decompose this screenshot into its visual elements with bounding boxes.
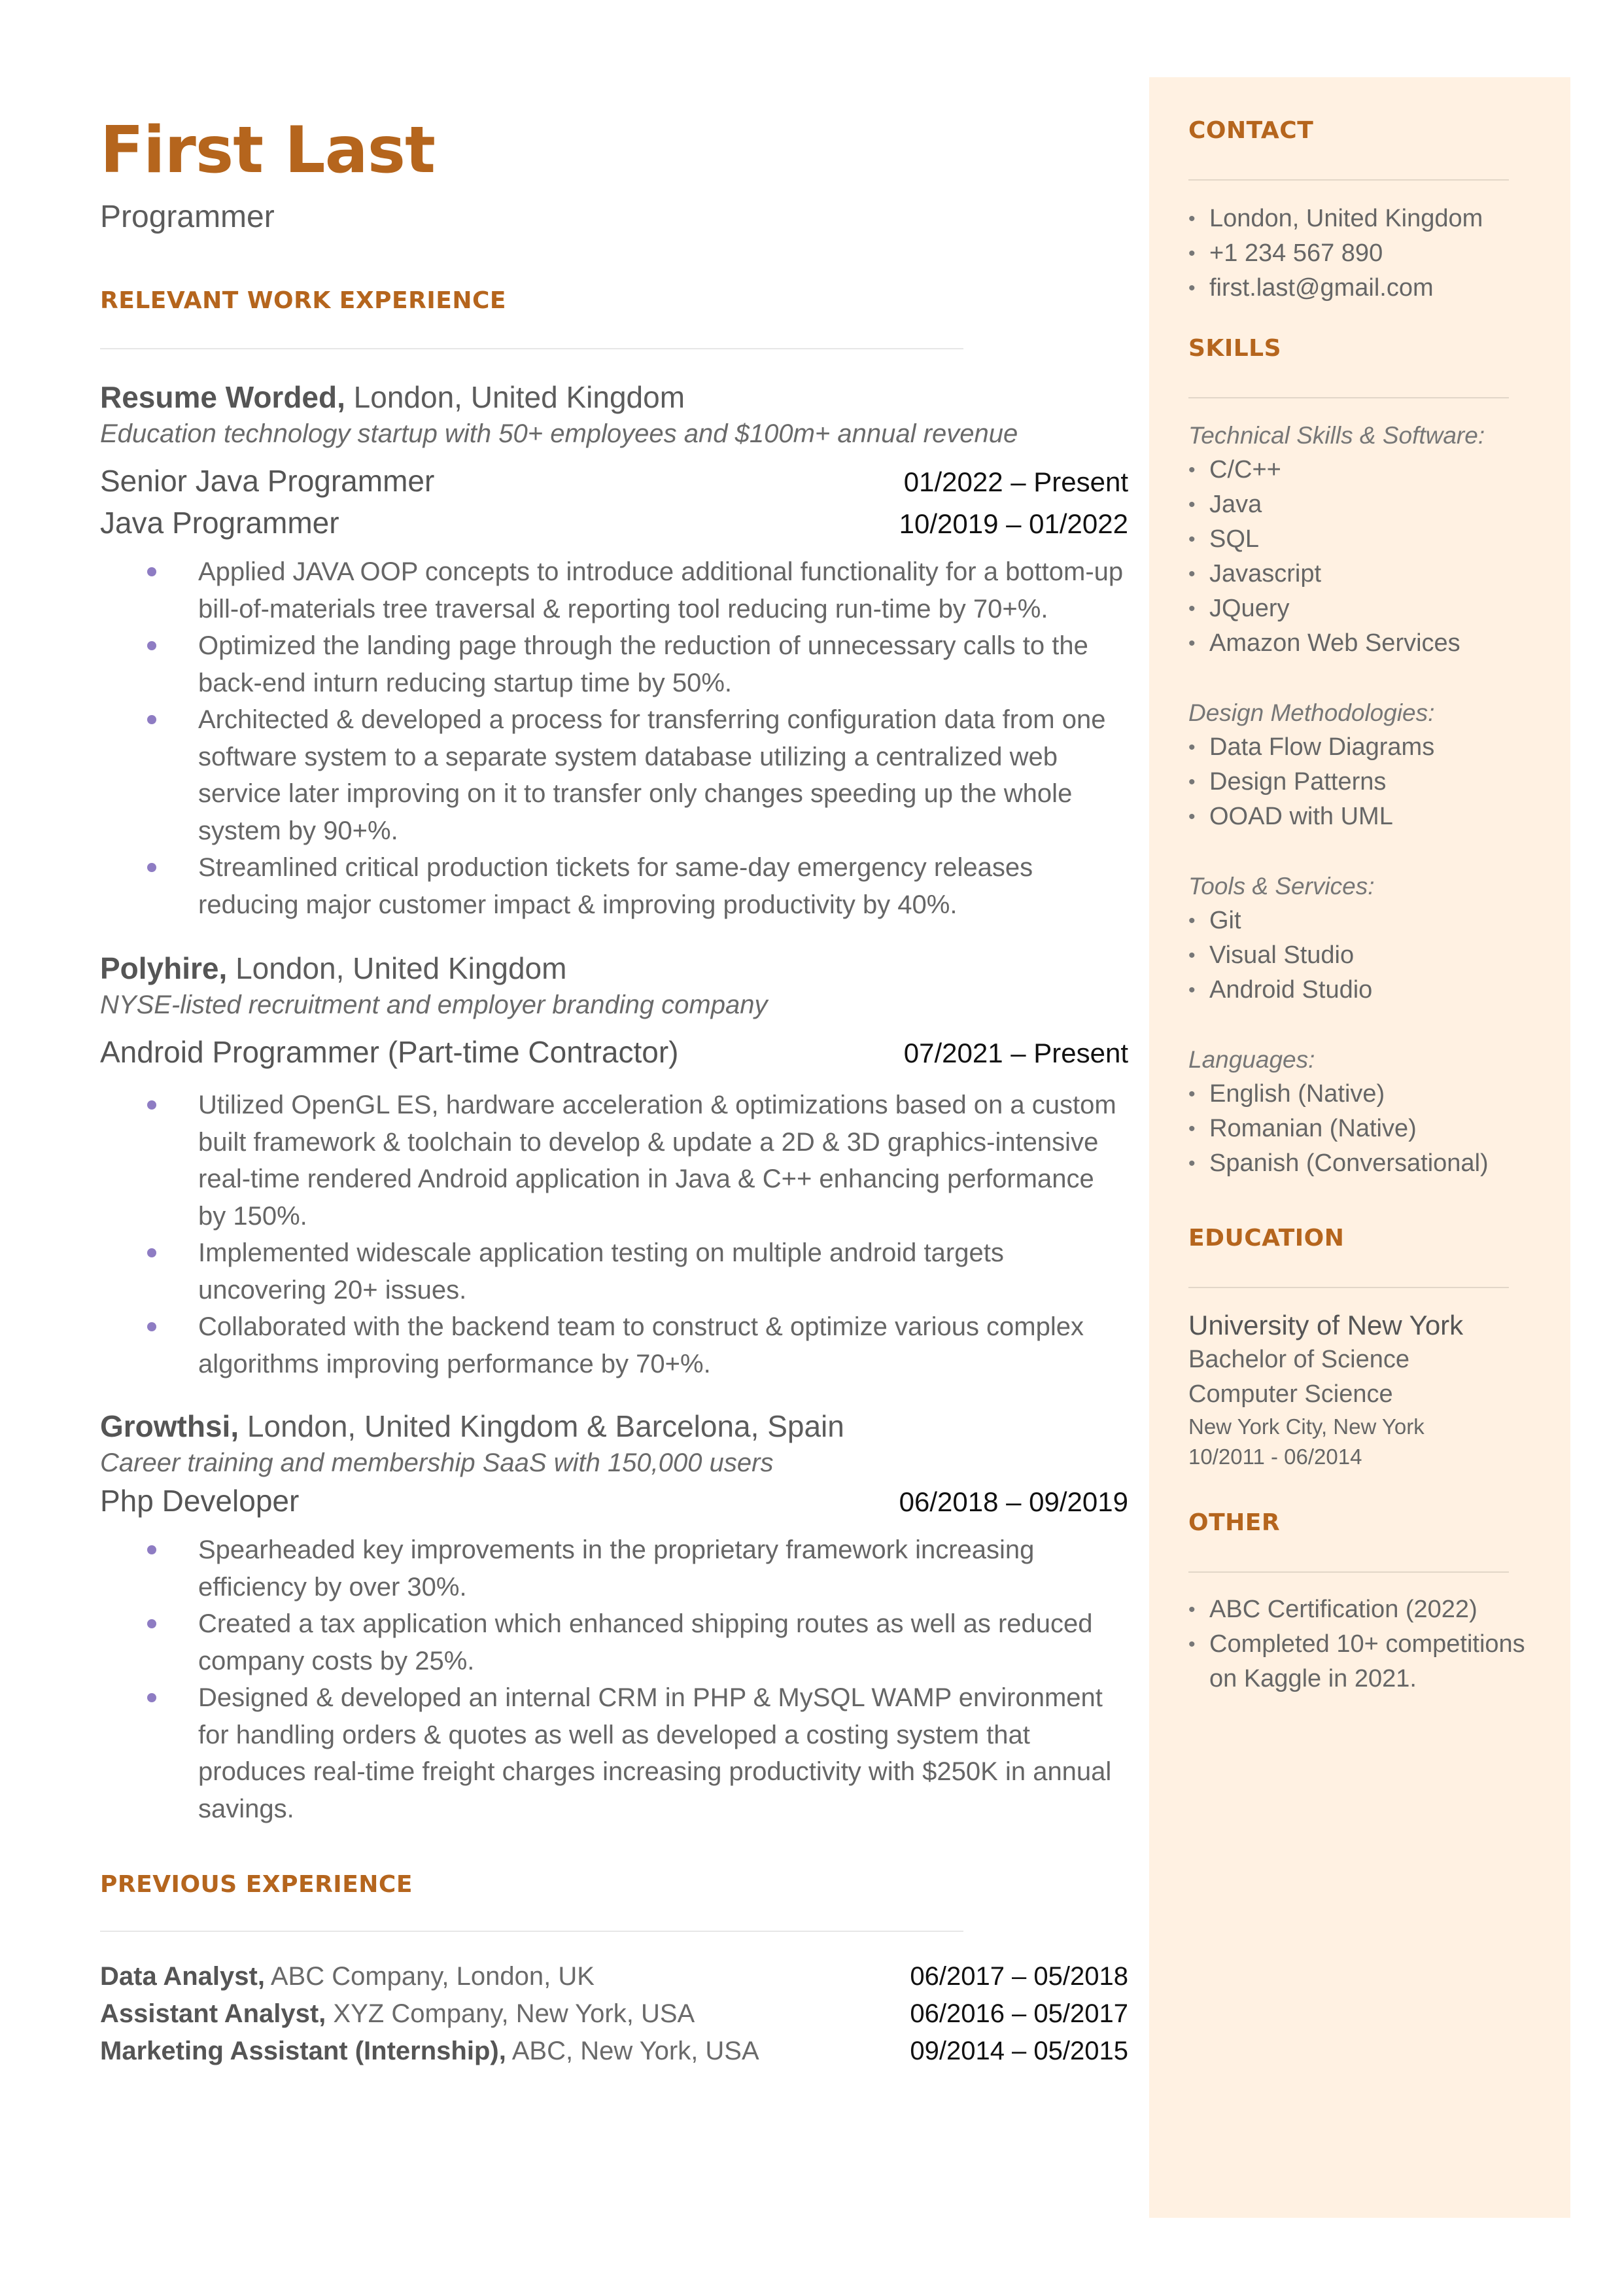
sidebar-title-education: EDUCATION	[1188, 1225, 1345, 1252]
sidebar-divider	[1188, 1571, 1509, 1573]
company-description: Education technology startup with 50+ employees and $100m+ annual revenue	[100, 419, 1018, 448]
job-date: 07/2021 – Present	[903, 1038, 1128, 1068]
contact-location: • London, United Kingdom	[1188, 201, 1555, 236]
achievement-list	[100, 1532, 1128, 1827]
company-name: Polyhire,	[100, 951, 228, 985]
achievement-item: Implemented widescale application testing on multiple android targets uncovering 20+ issues.	[198, 1235, 1128, 1308]
job-title: Java Programmer	[100, 506, 339, 540]
job-title: Android Programmer (Part-time Contractor)	[100, 1035, 679, 1069]
company-line	[100, 949, 1128, 987]
previous-org: XYZ Company, New York, USA	[326, 1999, 695, 2028]
achievement-list	[100, 553, 1128, 923]
education-location: New York City, New York	[1188, 1414, 1425, 1439]
education-entry	[1188, 1308, 1555, 1472]
company-line	[100, 1407, 1128, 1445]
previous-org: ABC Company, London, UK	[264, 1962, 595, 1991]
section-title-work: RELEVANT WORK EXPERIENCE	[100, 287, 506, 314]
skills-group-label: Technical Skills & Software:	[1188, 422, 1485, 449]
achievement-item: Optimized the landing page through the reduction of unnecessary calls to the back-end inturn reducing startup time by 50%.	[198, 627, 1128, 701]
skills-group	[1188, 418, 1555, 661]
education-dates: 10/2011 - 06/2014	[1188, 1445, 1362, 1469]
achievement-item: Utilized OpenGL ES, hardware acceleration & optimizations based on a custom built framework & toolchain to develop & update a 2D & 3D graphics-intensive real-time rendered Android application in Java & C++ enhancing performance by 150%.	[198, 1087, 1128, 1235]
section-divider	[100, 1931, 963, 1932]
main-column	[100, 111, 1128, 2070]
skill-item: • Amazon Web Services	[1188, 626, 1555, 661]
company-name: Resume Worded,	[100, 380, 345, 414]
sidebar-divider	[1188, 179, 1509, 181]
contact-email[interactable]: • first.last@gmail.com	[1188, 271, 1555, 306]
previous-title: Assistant Analyst,	[100, 1999, 326, 2028]
contact-phone: • +1 234 567 890	[1188, 236, 1555, 271]
achievement-list	[100, 1087, 1128, 1382]
job-date: 10/2019 – 01/2022	[899, 508, 1128, 539]
candidate-role: Programmer	[100, 200, 275, 234]
achievement-item: Applied JAVA OOP concepts to introduce additional functionality for a bottom-up bill-of-materials tree traversal & reporting tool reducing run-time by 70+%.	[198, 553, 1128, 627]
sidebar-title-other: OTHER	[1188, 1509, 1281, 1536]
skill-item: • JQuery	[1188, 591, 1555, 626]
previous-date: 06/2016 – 05/2017	[910, 1999, 1128, 2028]
job-date: 01/2022 – Present	[903, 466, 1128, 497]
previous-title: Marketing Assistant (Internship),	[100, 2037, 506, 2065]
skills-group	[1188, 1042, 1555, 1181]
skill-item: • OOAD with UML	[1188, 799, 1555, 834]
company-location: London, United Kingdom	[227, 951, 567, 985]
company-name: Growthsi,	[100, 1409, 239, 1443]
achievement-item: Collaborated with the backend team to construct & optimize various complex algorithms improving performance by 70+%.	[198, 1308, 1128, 1382]
skill-item: • English (Native)	[1188, 1077, 1555, 1112]
education-degree: Bachelor of Science	[1188, 1346, 1409, 1373]
education-school: University of New York	[1188, 1310, 1464, 1340]
achievement-item: Architected & developed a process for transferring configuration data from one software system to a separate system database utilizing a centralized web service later improving on it to transfer only changes speeding up the whole system by 90+%.	[198, 701, 1128, 849]
skill-item: • Design Patterns	[1188, 765, 1555, 799]
skill-item: • Android Studio	[1188, 973, 1555, 1007]
education-field: Computer Science	[1188, 1380, 1393, 1408]
job-entry	[100, 949, 1128, 1382]
achievement-item: Streamlined critical production tickets for same-day emergency releases reducing major customer impact & improving productivity by 40%.	[198, 849, 1128, 923]
job-title: Senior Java Programmer	[100, 464, 435, 498]
previous-date: 06/2017 – 05/2018	[910, 1962, 1128, 1991]
job-date: 06/2018 – 09/2019	[899, 1486, 1128, 1517]
previous-item	[100, 2033, 1128, 2070]
other-item: • ABC Certification (2022)	[1188, 1592, 1555, 1627]
other-list	[1188, 1592, 1555, 1696]
skill-item: • Spanish (Conversational)	[1188, 1146, 1555, 1181]
previous-experience-list	[100, 1958, 1128, 2070]
candidate-name: First Last	[100, 113, 435, 188]
previous-title: Data Analyst,	[100, 1962, 265, 1991]
sidebar-title-contact: CONTACT	[1188, 117, 1314, 144]
skill-item: • Java	[1188, 487, 1555, 522]
skills-group	[1188, 695, 1555, 834]
skill-item: • Javascript	[1188, 557, 1555, 591]
achievement-item: Spearheaded key improvements in the proprietary framework increasing efficiency by over 30%.	[198, 1532, 1128, 1605]
skill-item: • Data Flow Diagrams	[1188, 730, 1555, 765]
achievement-item: Created a tax application which enhanced shipping routes as well as reduced company costs by 25%.	[198, 1605, 1128, 1679]
contact-list	[1188, 201, 1555, 306]
job-entry	[100, 1407, 1128, 1827]
job-role-row	[100, 502, 1128, 544]
company-location: London, United Kingdom & Barcelona, Spain	[239, 1409, 844, 1443]
skills-group-label: Design Methodologies:	[1188, 699, 1435, 726]
previous-item	[100, 1958, 1128, 1995]
job-title: Php Developer	[100, 1484, 300, 1518]
job-role-row	[100, 461, 1128, 502]
other-item: • Completed 10+ competitions on Kaggle in 2021.	[1188, 1627, 1555, 1696]
company-description: NYSE-listed recruitment and employer branding company	[100, 990, 768, 1019]
sidebar-title-skills: SKILLS	[1188, 335, 1282, 362]
skill-item: • SQL	[1188, 522, 1555, 557]
section-divider	[100, 348, 963, 349]
skills-group	[1188, 869, 1555, 1007]
company-description: Career training and membership SaaS with 150,000 users	[100, 1448, 774, 1477]
skill-item: • Romanian (Native)	[1188, 1112, 1555, 1146]
company-line	[100, 378, 1128, 416]
section-title-previous: PREVIOUS EXPERIENCE	[100, 1871, 413, 1898]
job-role-row	[100, 1480, 1128, 1522]
achievement-item: Designed & developed an internal CRM in PHP & MySQL WAMP environment for handling orders & quotes as well as developed a costing system that produces real-time freight charges increasing productivity with $250K in annual savings.	[198, 1679, 1128, 1827]
sidebar-content	[1188, 77, 1555, 1696]
previous-item	[100, 1995, 1128, 2033]
previous-date: 09/2014 – 05/2015	[910, 2037, 1128, 2065]
sidebar	[1149, 77, 1570, 2218]
job-role-row	[100, 1032, 1128, 1074]
company-location: London, United Kingdom	[345, 380, 685, 414]
skill-item: • Git	[1188, 903, 1555, 938]
skill-item: • Visual Studio	[1188, 938, 1555, 973]
skills-group-label: Languages:	[1188, 1046, 1315, 1073]
skill-item: • C/C++	[1188, 453, 1555, 487]
skills-group-label: Tools & Services:	[1188, 873, 1375, 900]
job-entry	[100, 378, 1128, 923]
previous-org: ABC, New York, USA	[506, 2037, 759, 2065]
sidebar-divider	[1188, 1287, 1509, 1288]
sidebar-divider	[1188, 397, 1509, 398]
